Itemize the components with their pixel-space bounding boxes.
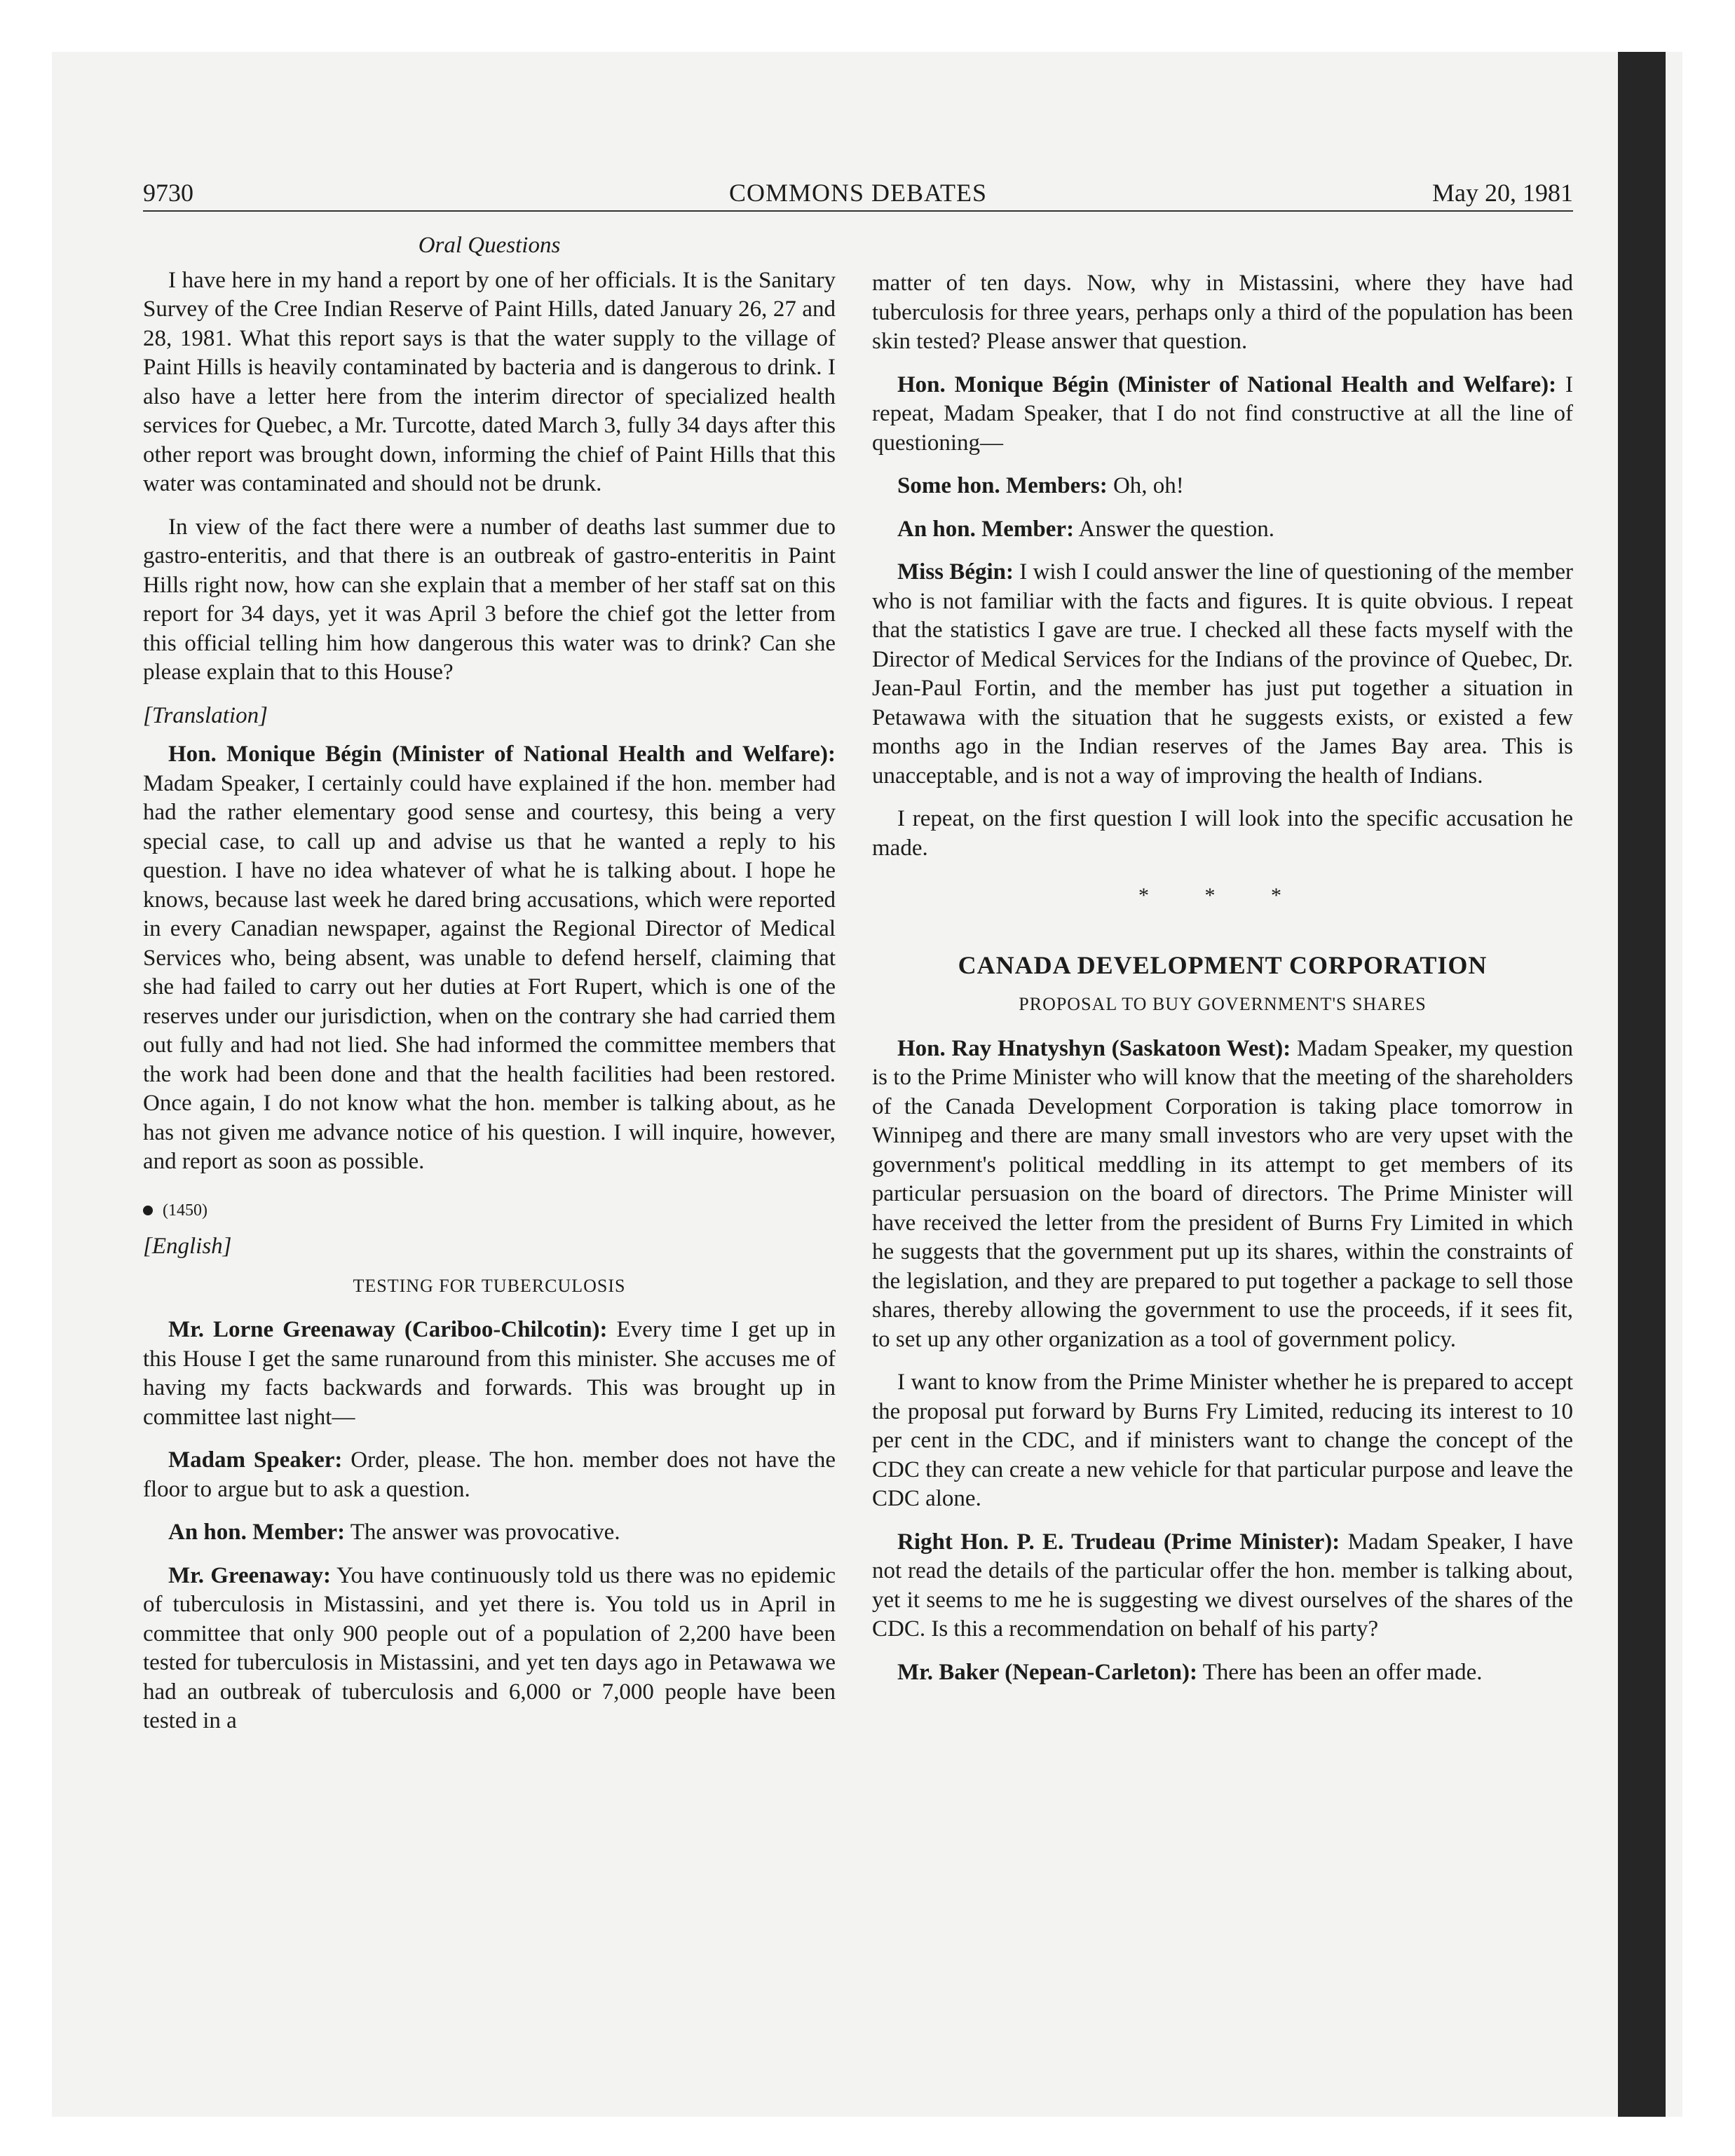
section-separator: * * * [1138,884,1307,907]
scan-edge-bar [1618,52,1666,2117]
paragraph: I want to know from the Prime Minister whether he is prepared to accept the proposal put forward by Burns Fry Limited, reducing its interest to 10 per cent in the CDC, and if ministers want to change the concept of the CDC they can create a new vehicle for that particular purpose and leave the CDC alone. [872,1370,1573,1511]
speech-paragraph [143,1316,836,1432]
speech-text: Answer the question. [1074,516,1275,542]
speech-paragraph [143,1518,836,1548]
speech-paragraph [872,1528,1573,1644]
speech-text: Madam Speaker, I certainly could have explained if the hon. member had had the rather elementary good sense and courtesy, this being a very special case, to call up and advise us that he wanted a reply to his question. I have no idea whatever of what he is talking about. I hope he knows, because last week he dared bring accusations, which were reported in every Canadian newspaper, against the Regional Director of Medical Services who, being absent, was unable to defend herself, claiming that she had failed to carry out her duties at Fort Rupert, which is one of the reserves under our jurisdiction, when on the contrary she had carried them out fully and had not lied. She had informed the committee members that the work had been done and that the health facilities had been restored. Once again, I do not know what the hon. member is talking about, as he has not given me advance notice of his question. I will inquire, however, and report as soon as possible. [143,770,836,1174]
bullet-icon [143,1206,153,1215]
speech-text: You have continuously told us there was no epidemic of tuberculosis in Mistassini, and yet there is. You told us in April in committee that only 900 people out of a population of 2,200 have been tested for tuberculosis in Mistassini, and yet ten days ago in Petawawa we had an outbreak of tuberculosis and 6,000 or 7,000 people have been tested in a [143,1562,836,1733]
publication-title: COMMONS DEBATES [728,179,988,207]
timestamp-text: (1450) [163,1201,207,1220]
speaker-name: An hon. Member: [897,516,1075,542]
speaker-name: An hon. Member: [168,1520,346,1545]
speech-paragraph [872,371,1573,458]
language-label: [English] [143,1234,232,1259]
speech-text: Madam Speaker, I have not read the details of the particular offer the hon. member is talking about, yet it seems to me he is suggesting we divest ourselves of the shares of the CDC. Is this a recommendation on behalf of his party? [872,1529,1573,1642]
right-column [872,269,1573,1701]
subheading: TESTING FOR TUBERCULOSIS [353,1275,626,1296]
speech-paragraph [872,1035,1573,1355]
paragraph: I have here in my hand a report by one of her officials. It is the Sanitary Survey of the Cree Indian Reserve of Paint Hills, dated January 26, 27 and 28, 1981. What this report says is that the water supply to the village of Paint Hills is heavily contaminated by bacteria and is dangerous to drink. I also have a letter here from the interim director of specialized health services for Quebec, a Mr. Turcotte, dated March 3, fully 34 days after this other report was brought down, informing the chief of Paint Hills that this water was contaminated and should not be drunk. [143,267,836,496]
timestamp [143,1196,836,1226]
speech-text: Madam Speaker, my question is to the Prime Minister who will know that the meeting of the shareholders of the Canada Development Corporation is taking place tomorrow in Winnipeg and there are many small investors who are very upset with the government's political meddling in its attempt to get members of its particular persuasion on the board of directors. The Prime Minister will have received the letter from the president of Burns Fry Limited in which he suggests that the government put up its shares, within the constraints of the legislation, and they are prepared to put together a package to sell those shares, thereby allowing the government to use the proceeds, if it sees fit, to set up any other organization as a tool of government policy. [872,1035,1573,1352]
speech-text: There has been an offer made. [1197,1659,1483,1685]
speaker-name: Mr. Baker (Nepean-Carleton): [897,1659,1198,1685]
speech-text: The answer was provocative. [345,1520,620,1545]
speech-text: Order, please. The hon. member does not have the floor to argue but to ask a question. [143,1447,836,1502]
speech-paragraph [143,740,836,1177]
speech-paragraph [872,515,1573,545]
speaker-name: Hon. Monique Bégin (Minister of National Health and Welfare): [897,371,1557,397]
paragraph: I repeat, on the first question I will look into the specific accusation he made. [872,806,1573,861]
speech-paragraph [143,1562,836,1736]
paragraph: matter of ten days. Now, why in Mistassini, where they have had tuberculosis for three years, perhaps only a third of the population has been skin tested? Please answer that question. [872,271,1573,354]
page-date: May 20, 1981 [1432,179,1573,207]
speech-paragraph [872,472,1573,501]
speaker-name: Madam Speaker: [168,1447,343,1473]
speaker-name: Miss Bégin: [897,559,1014,585]
speaker-name: Right Hon. P. E. Trudeau (Prime Minister): [897,1529,1340,1555]
page-header [143,177,1573,212]
paragraph: In view of the fact there were a number of deaths last summer due to gastro-enteritis, and that there is an outbreak of gastro-enteritis in Paint Hills right now, how can she explain that a member of her staff sat on this report for 34 days, yet it was April 3 before the chief got the letter from this official telling him how dangerous this water was to drink? Can she please explain that to this House? [143,514,836,685]
speech-text: I repeat, Madam Speaker, that I do not find constructive at all the line of questioning— [872,371,1573,456]
major-heading: CANADA DEVELOPMENT CORPORATION [958,950,1488,979]
speaker-name: Mr. Lorne Greenaway (Cariboo-Chilcotin): [168,1317,608,1342]
left-column [143,231,836,1750]
speech-paragraph [872,558,1573,791]
speaker-name: Mr. Greenaway: [168,1562,331,1588]
section-label: Oral Questions [418,233,561,258]
speaker-name: Some hon. Members: [897,473,1108,498]
language-label: [Translation] [143,702,268,728]
subheading: PROPOSAL TO BUY GOVERNMENT'S SHARES [1019,994,1427,1014]
speech-text: Every time I get up in this House I get the same runaround from this minister. She accuses me of having my facts backwards and forwards. This was brought up in committee last night— [143,1317,836,1430]
page-number: 9730 [143,179,193,207]
speech-paragraph [143,1446,836,1504]
speech-text: I wish I could answer the line of questioning of the member who is not familiar with the facts and figures. It is quite obvious. I repeat that the statistics I gave are true. I checked all these facts myself with the Director of Medical Services for the Indians of the province of Quebec, Dr. Jean-Paul Fortin, and the member has just put together a situation in Petawawa with the situation that he suggests exists, or existed a few months ago in the Indian reserves of the James Bay area. This is unacceptable, and is not a way of improving the health of Indians. [872,559,1573,789]
speech-paragraph [872,1658,1573,1688]
speech-text: Oh, oh! [1107,473,1184,498]
speaker-name: Hon. Monique Bégin (Minister of National Health and Welfare): [168,742,836,767]
speaker-name: Hon. Ray Hnatyshyn (Saskatoon West): [897,1035,1291,1061]
